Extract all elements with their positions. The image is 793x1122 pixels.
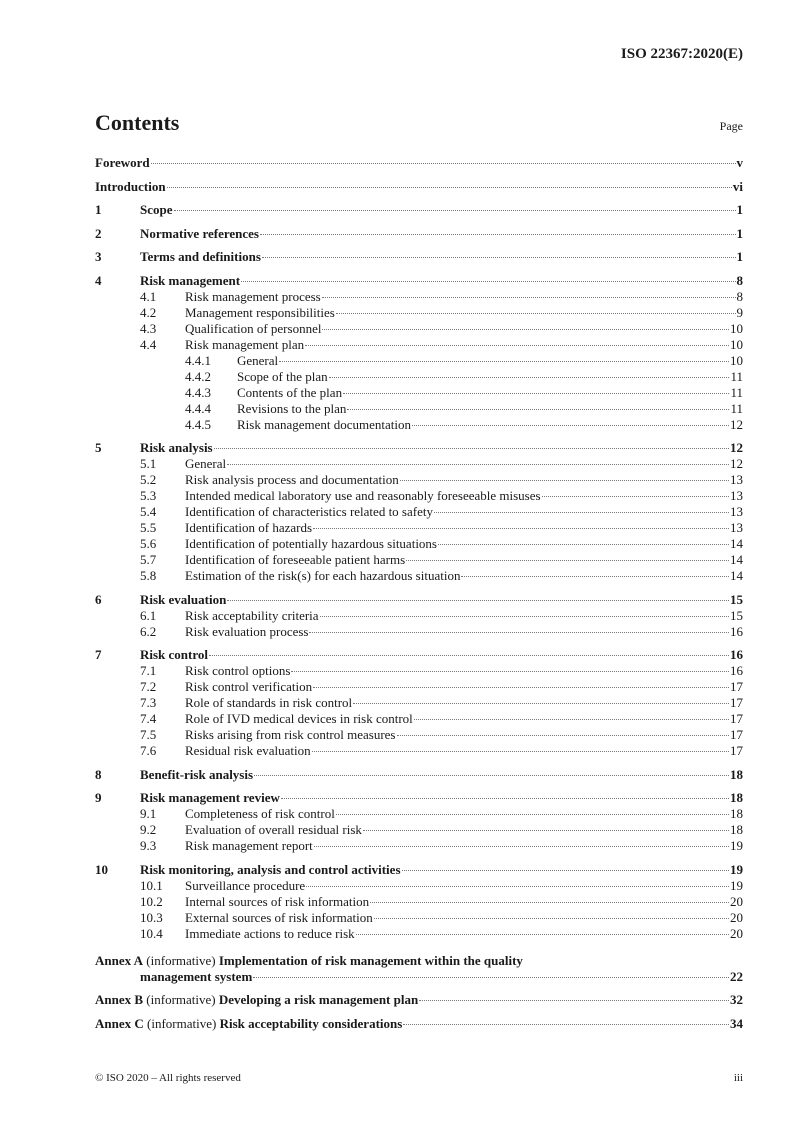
section-title: Completeness of risk control [185,806,335,821]
dot-leader [343,393,729,394]
toc-entry[interactable] [95,552,743,568]
section-number: 6 [95,591,102,607]
page-ref: 13 [730,488,743,503]
section-title: Qualification of personnel [185,320,322,336]
toc-entry[interactable] [95,790,743,806]
dot-leader [306,886,729,887]
toc-entry[interactable] [95,695,743,711]
toc-entry[interactable] [95,910,743,926]
toc-entry[interactable] [95,472,743,488]
page-ref: 17 [730,711,743,726]
section-title: Contents of the plan [237,384,343,400]
page-ref: v [736,155,743,170]
section-title: Risk evaluation [140,591,227,607]
section-number: 5.7 [140,552,157,567]
toc-entry[interactable] [95,202,743,218]
annex-entry[interactable] [95,1016,743,1032]
toc-entry[interactable] [95,273,743,289]
dot-leader [209,655,729,656]
page-ref: 19 [730,877,743,893]
toc-entry[interactable] [95,624,743,640]
page-ref: 13 [730,472,743,487]
section-title: Revisions to the plan [237,400,347,416]
section-title: Risk control verification [185,679,313,694]
section-title: Risk acceptability criteria [185,607,319,623]
page-ref: 10 [730,352,743,368]
dot-leader [542,496,729,497]
toc-entry[interactable] [95,592,743,608]
dot-leader [461,576,729,577]
toc-entry[interactable] [95,155,743,171]
document-id: ISO 22367:2020(E) [620,46,743,62]
toc-entry[interactable] [95,878,743,894]
dot-leader [313,687,729,688]
annex-entry[interactable] [95,992,743,1008]
dot-leader [329,377,730,378]
section-number: 10 [95,861,108,877]
section-number: 8 [95,766,102,782]
page-ref: 1 [736,202,743,217]
page-ref: 8 [736,272,743,288]
section-number: 10.2 [140,893,163,909]
dot-leader [241,281,735,282]
dot-leader [414,719,729,720]
dot-leader [253,977,729,978]
dot-leader [370,902,729,903]
toc-entry[interactable] [95,926,743,942]
toc-entry[interactable] [95,305,743,321]
toc-entry[interactable] [95,862,743,878]
annex-label: Annex A [95,952,144,968]
section-number: 3 [95,249,102,264]
toc-entry[interactable] [95,647,743,663]
section-number: 10.4 [140,925,163,941]
section-title: Estimation of the risk(s) for each hazardous situation [185,568,461,583]
page-ref: 1 [736,249,743,264]
section-number: 4.4.4 [185,400,211,416]
toc-entry[interactable] [95,321,743,337]
section-number: 6.1 [140,607,157,623]
annex-title: Developing a risk management plan [218,992,419,1007]
toc-entry[interactable] [95,822,743,838]
annex-type: (informative) [146,952,216,968]
toc-entry[interactable] [95,767,743,783]
toc-entry[interactable] [95,711,743,727]
dot-leader [260,234,736,235]
section-number: 9.3 [140,838,157,853]
contents-heading: Contents [95,110,180,135]
dot-leader [279,361,729,362]
annex-entry[interactable] [95,953,743,985]
dot-leader [336,313,736,314]
section-number: 7 [95,647,102,662]
dot-leader [363,830,729,831]
section-number: 4.2 [140,304,157,320]
dot-leader [412,425,729,426]
section-number: 7.5 [140,727,157,742]
section-title: Risks arising from risk control measures [185,727,396,742]
section-number: 4.1 [140,288,157,304]
section-number: 7.6 [140,743,157,758]
section-number: 7.1 [140,663,157,678]
page-ref: 1 [736,225,743,241]
dot-leader [254,775,729,776]
page-ref: vi [732,178,743,194]
dot-leader [167,187,732,188]
page-ref: 22 [730,968,743,984]
section-title: Management responsibilities [185,304,335,320]
section-title: Identification of hazards [185,520,313,535]
dot-leader [347,409,729,410]
page-ref: 16 [730,623,743,639]
page-ref: 17 [730,695,743,710]
dot-leader [313,528,729,529]
dot-leader [174,210,736,211]
toc-entry[interactable] [95,456,743,472]
dot-leader [397,735,730,736]
page-number: iii [733,1072,743,1084]
toc-entry[interactable] [95,249,743,265]
page-ref: 11 [730,368,743,384]
page-ref: 18 [730,790,743,805]
toc-entry[interactable] [95,369,743,385]
page-ref: 14 [730,568,743,583]
toc-entry[interactable] [95,226,743,242]
table-of-contents [95,155,743,1032]
dot-leader [305,345,729,346]
section-number: 5.8 [140,568,157,583]
section-title: Role of standards in risk control [185,695,353,710]
section-number: 1 [95,202,102,217]
page-ref: 32 [730,992,743,1007]
toc-entry[interactable] [95,401,743,417]
dot-leader [402,870,729,871]
page-ref: 11 [730,400,743,416]
section-number: 9.1 [140,806,157,821]
toc-entry[interactable] [95,838,743,854]
section-number: 9.2 [140,822,157,837]
toc-entry[interactable] [95,568,743,584]
dot-leader [322,329,729,330]
page-ref: 9 [736,304,743,320]
toc-entry[interactable] [95,337,743,353]
dot-leader [262,257,736,258]
section-title: General [237,352,279,368]
section-title: Risk evaluation process [185,623,309,639]
section-number: 4.4.2 [185,368,211,384]
section-title: Risk management plan [185,336,305,352]
toc-entry[interactable] [95,179,743,195]
section-number: 4.4 [140,336,157,352]
page-footer [95,1072,743,1084]
section-title: Residual risk evaluation [185,743,311,758]
page-ref: 34 [730,1015,743,1031]
page-ref: 19 [730,838,743,853]
section-number: 4.4.5 [185,416,211,432]
page-ref: 13 [730,520,743,535]
annex-label: Annex B [95,992,144,1007]
section-title: Risk management [140,272,241,288]
dot-leader [419,1000,729,1001]
dot-leader [400,480,729,481]
dot-leader [314,846,729,847]
page-ref: 17 [730,679,743,694]
toc-entry[interactable] [95,385,743,401]
section-number: 7.4 [140,711,157,726]
section-title: Scope [140,202,173,217]
dot-leader [312,751,729,752]
section-title: Risk management process [185,288,321,304]
toc-entry[interactable] [95,743,743,759]
dot-leader [406,560,729,561]
section-number: 5.6 [140,536,157,551]
toc-entry[interactable] [95,353,743,369]
page-ref: 15 [730,591,743,607]
dot-leader [353,703,729,704]
section-number: 10.3 [140,909,163,925]
dot-leader [438,544,729,545]
toc-entry[interactable] [95,488,743,504]
annex-title-continued: management system [140,968,253,984]
section-number: 5.4 [140,504,157,519]
page-ref: 10 [730,320,743,336]
section-title: Introduction [95,178,166,194]
dot-leader [320,616,729,617]
section-number: 5.1 [140,456,157,471]
section-number: 4 [95,272,102,288]
page-ref: 12 [730,416,743,432]
section-title: Identification of potentially hazardous situations [185,536,437,551]
toc-entry[interactable] [95,440,743,456]
section-title: Intended medical laboratory use and reasonably foreseeable misuses [185,488,541,503]
section-title: Identification of characteristics related to safety [185,504,433,519]
page-ref: 12 [730,456,743,471]
page-ref: 12 [730,440,743,455]
dot-leader [281,798,729,799]
annex-type: (informative) [147,1015,217,1031]
dot-leader [356,934,729,935]
section-title: Risk monitoring, analysis and control activities [140,861,401,877]
toc-entry[interactable] [95,679,743,695]
toc-entry[interactable] [95,894,743,910]
section-title: Internal sources of risk information [185,893,370,909]
dot-leader [374,918,729,919]
section-number: 7.3 [140,695,157,710]
section-title: Risk analysis process and documentation [185,472,399,487]
section-title: Risk management report [185,838,313,853]
section-number: 2 [95,225,102,241]
dot-leader [309,632,729,633]
toc-entry[interactable] [95,504,743,520]
section-number: 9 [95,790,102,805]
section-title: External sources of risk information [185,909,373,925]
dot-leader [336,814,729,815]
section-title: Risk analysis [140,440,213,455]
section-number: 5.2 [140,472,157,487]
section-number: 10.1 [140,877,163,893]
dot-leader [214,448,729,449]
toc-entry[interactable] [95,663,743,679]
toc-entry[interactable] [95,536,743,552]
annex-type: (informative) [146,992,216,1007]
annex-title: Implementation of risk management within the quality [218,952,523,968]
page-ref: 10 [730,336,743,352]
section-title: Terms and definitions [140,249,261,264]
dot-leader [434,512,729,513]
section-number: 5 [95,440,102,455]
page-ref: 16 [730,663,743,678]
page-ref: 20 [730,909,743,925]
section-number: 5.5 [140,520,157,535]
page-ref: 18 [730,822,743,837]
page-ref: 20 [730,893,743,909]
page-ref: 17 [730,727,743,742]
dot-leader [322,297,736,298]
page-ref: 18 [730,806,743,821]
page-ref: 11 [730,384,743,400]
section-title: Normative references [140,225,259,241]
toc-entry[interactable] [95,608,743,624]
page-ref: 8 [736,288,743,304]
section-title: Foreword [95,155,150,170]
section-title: Risk management review [140,790,280,805]
section-title: Role of IVD medical devices in risk control [185,711,413,726]
annex-label: Annex C [95,1015,144,1031]
page-ref: 17 [730,743,743,758]
page-ref: 14 [730,536,743,551]
page-ref: 19 [730,861,743,877]
section-title: Risk control options [185,663,291,678]
dot-leader [227,600,729,601]
page-ref: 16 [730,647,743,662]
section-number: 4.3 [140,320,157,336]
section-title: Risk control [140,647,209,662]
section-title: Benefit-risk analysis [140,766,254,782]
section-title: Evaluation of overall residual risk [185,822,362,837]
toc-entry[interactable] [95,289,743,305]
section-title: Risk management documentation [237,416,412,432]
section-title: Surveillance procedure [185,877,306,893]
toc-entry[interactable] [95,417,743,433]
section-number: 4.4.3 [185,384,211,400]
dot-leader [291,671,729,672]
section-number: 7.2 [140,679,157,694]
toc-entry[interactable] [95,806,743,822]
page-ref: 15 [730,607,743,623]
annex-title: Risk acceptability considerations [219,1015,403,1031]
section-title: General [185,456,227,471]
page-ref: 18 [730,766,743,782]
section-number: 4.4.1 [185,352,211,368]
toc-entry[interactable] [95,727,743,743]
section-title: Identification of foreseeable patient harms [185,552,406,567]
page-ref: 20 [730,925,743,941]
toc-entry[interactable] [95,520,743,536]
dot-leader [227,464,729,465]
copyright: © ISO 2020 – All rights reserved [95,1072,241,1084]
section-title: Scope of the plan [237,368,328,384]
page-ref: 14 [730,552,743,567]
dot-leader [403,1024,729,1025]
section-title: Immediate actions to reduce risk [185,925,355,941]
page-column-label: Page [719,119,743,133]
dot-leader [151,163,736,164]
section-number: 5.3 [140,488,157,503]
page-ref: 13 [730,504,743,519]
section-number: 6.2 [140,623,157,639]
